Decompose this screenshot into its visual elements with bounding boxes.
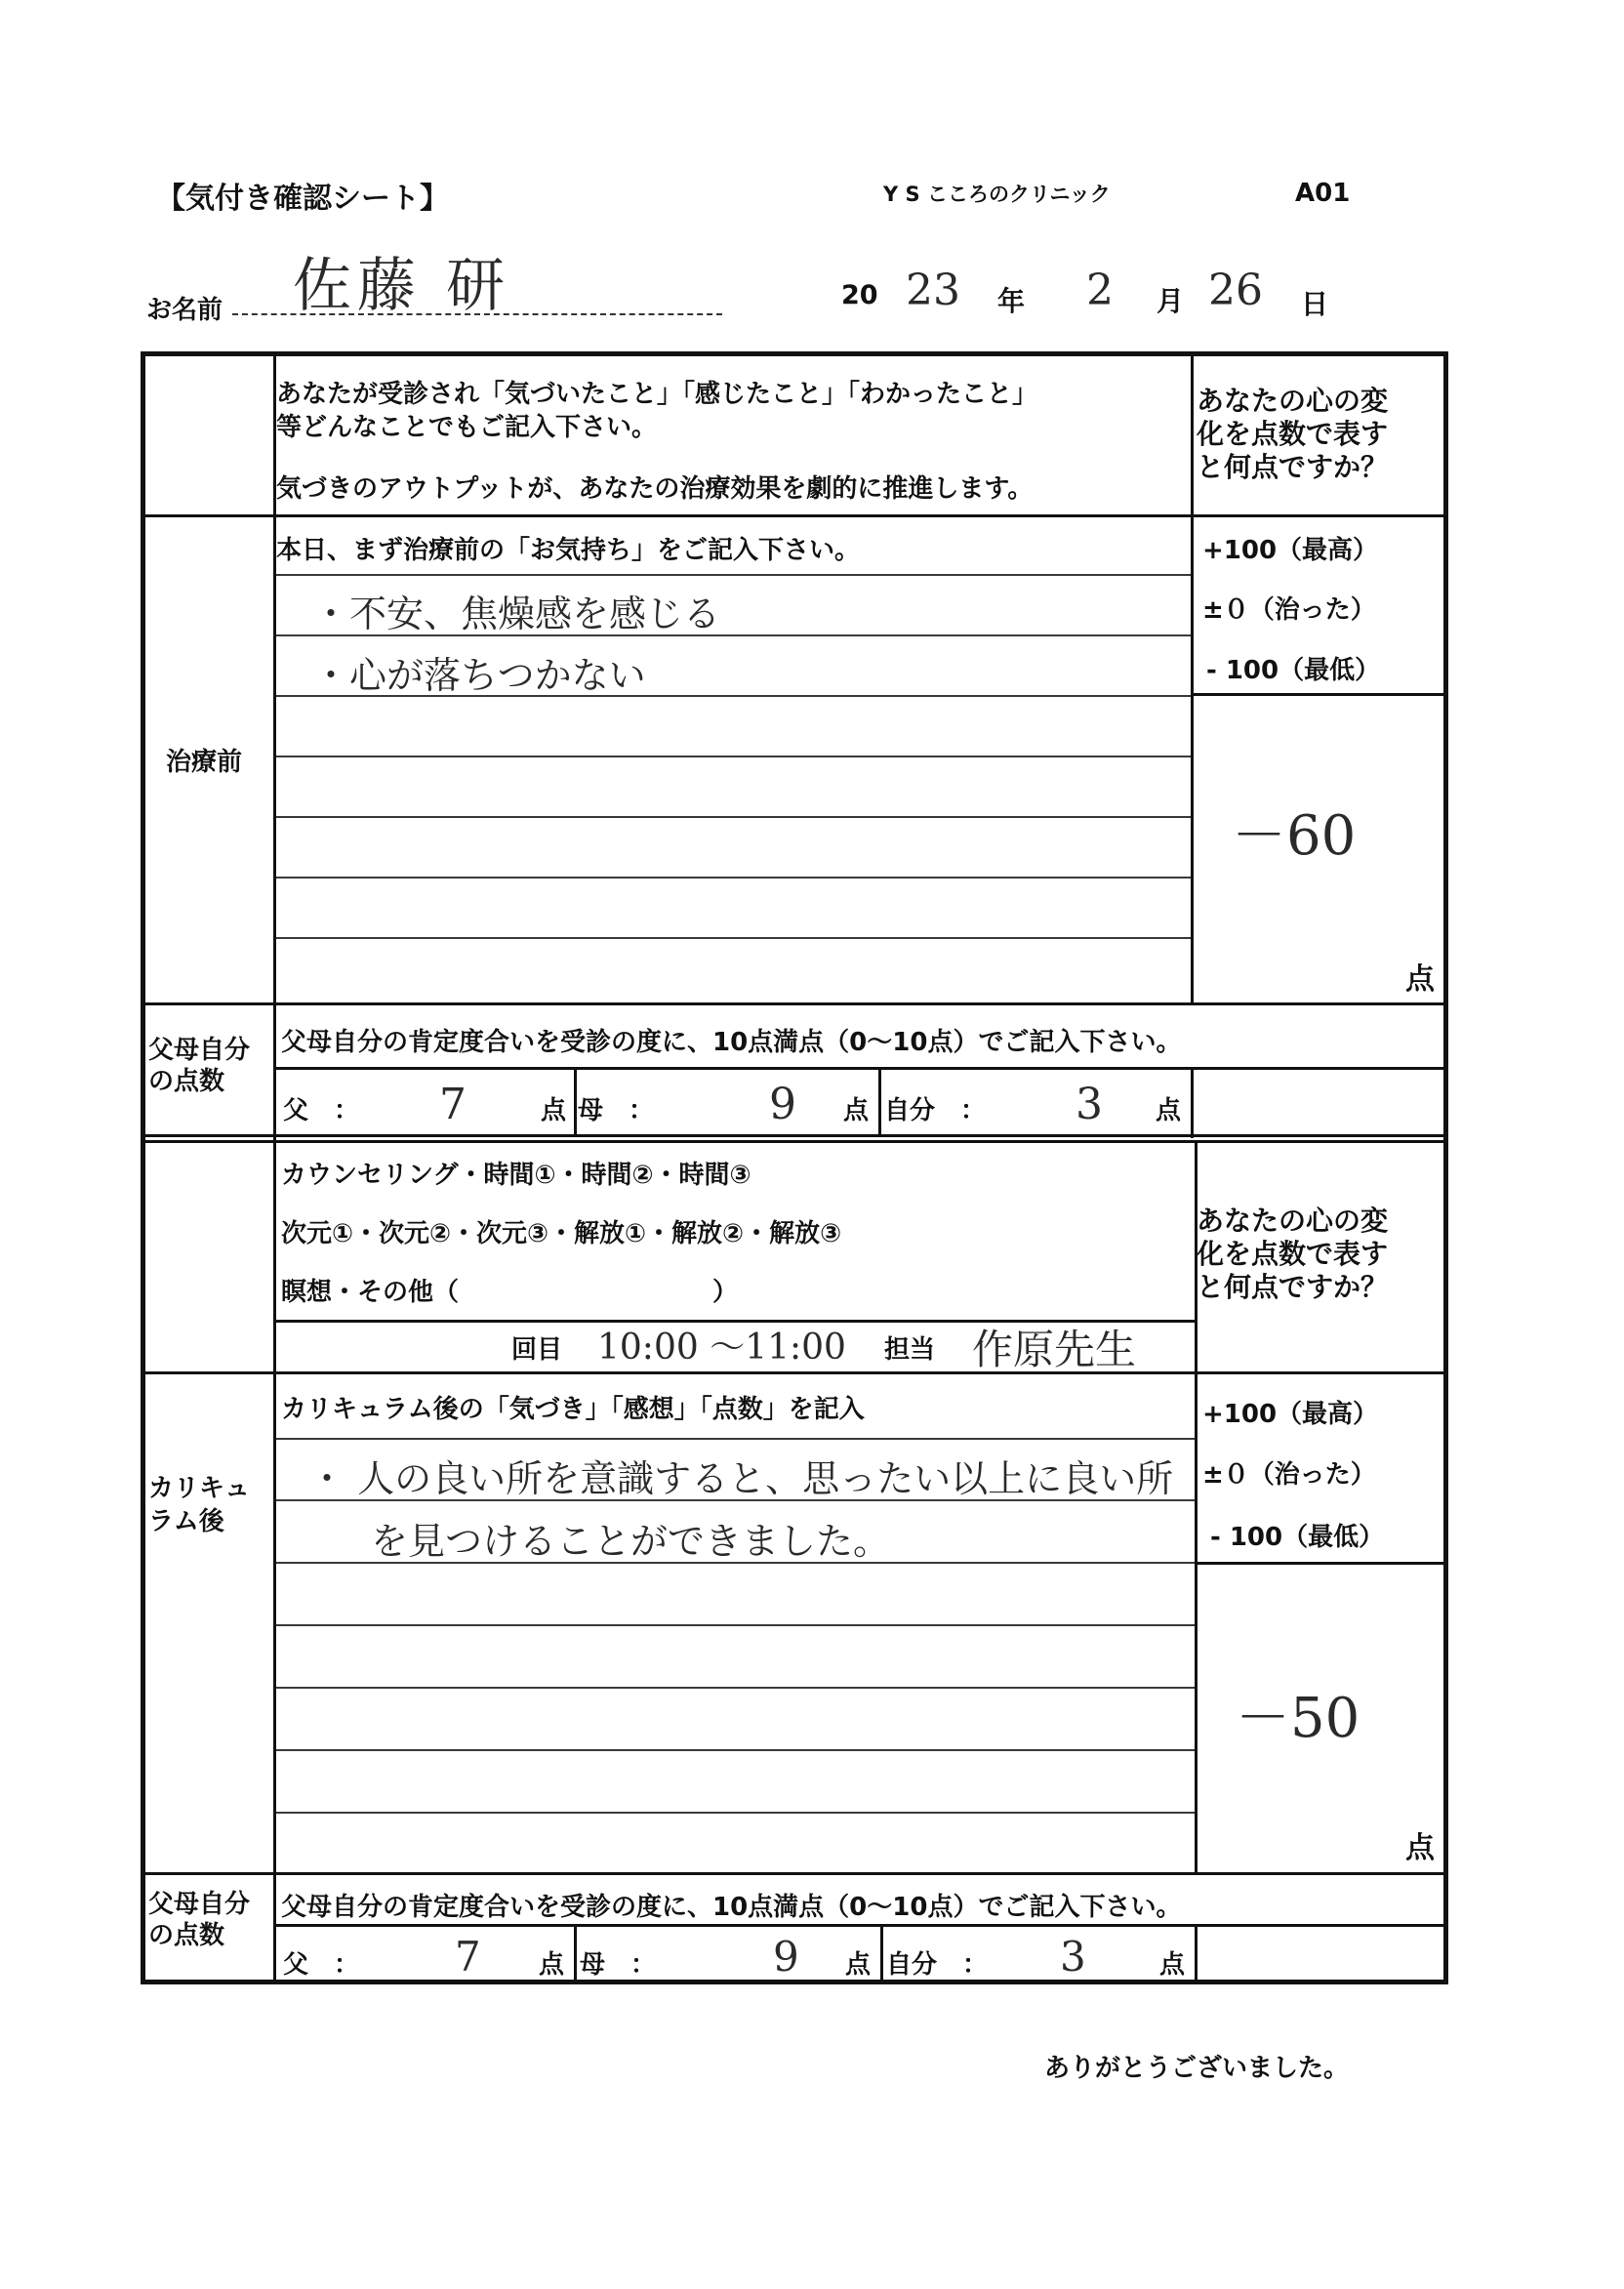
- after-score-unit: 点: [1405, 1831, 1435, 1865]
- parents2-mother-label: 母 ：: [580, 1950, 657, 1980]
- after-written-line-2[interactable]: を見つけることができました。: [371, 1520, 891, 1563]
- after-instruction: カリキュラム後の「気づき」「感想」「点数」を記入: [281, 1395, 865, 1424]
- parents1-divider-b: [878, 1069, 881, 1137]
- score-question-line: 化を点数で表す: [1197, 1238, 1389, 1270]
- writing-line: [276, 1812, 1195, 1814]
- before-scale-zero: ±０（治った）: [1202, 595, 1376, 625]
- intro-line-2: 等どんなことでもご記入下さい。: [276, 413, 658, 442]
- session-time[interactable]: 10:00 ～11:00: [597, 1328, 846, 1368]
- score-column-divider-4: [1195, 1926, 1198, 1982]
- parents-label-line: の点数: [148, 1067, 225, 1096]
- writing-line: [276, 1749, 1195, 1751]
- counseling-line-1: カウンセリング・時間①・時間②・時間③: [281, 1161, 751, 1190]
- parents2-label: [148, 1889, 250, 1951]
- year-value[interactable]: 23: [906, 266, 960, 315]
- table-right-border: [1443, 351, 1448, 1984]
- parents2-divider-b: [880, 1926, 883, 1982]
- month-value[interactable]: 2: [1086, 266, 1114, 315]
- after-scale-zero: ±０（治った）: [1202, 1460, 1376, 1490]
- staff-label: 担当: [884, 1335, 936, 1365]
- name-value[interactable]: 佐藤 研: [293, 252, 511, 320]
- after-scale-min: - 100（最低）: [1210, 1523, 1385, 1552]
- after-label-line: ラム後: [148, 1507, 224, 1536]
- rule-score-scale-1: [1191, 693, 1448, 696]
- before-instruction: 本日、まず治療前の「お気持ち」をご記入下さい。: [276, 536, 861, 565]
- parents1-mother-value[interactable]: 9: [769, 1080, 796, 1129]
- year-label: 年: [997, 285, 1026, 317]
- intro-line-3: 気づきのアウトプットが、あなたの治療効果を劇的に推進します。: [276, 474, 1034, 504]
- before-section-label: 治療前: [166, 748, 243, 777]
- parents2-father-value[interactable]: 7: [455, 1933, 481, 1981]
- parents1-father-unit: 点: [541, 1096, 567, 1125]
- rule-after-end: [141, 1872, 1448, 1875]
- counseling-score-question: [1197, 1205, 1388, 1304]
- before-written-line-2[interactable]: ・心が落ちつかない: [312, 654, 646, 697]
- after-score-value[interactable]: －50: [1236, 1687, 1360, 1750]
- before-score-unit: 点: [1405, 962, 1435, 997]
- parents1-instruction: 父母自分の肯定度合いを受診の度に、10点満点（0～10点）でご記入下さい。: [281, 1028, 1182, 1057]
- writing-line: [276, 1624, 1195, 1626]
- counseling-line-2: 次元①・次元②・次元③・解放①・解放②・解放③: [281, 1219, 842, 1248]
- writing-line: [276, 816, 1191, 818]
- before-score-value[interactable]: －60: [1232, 804, 1357, 868]
- writing-line: [276, 1687, 1195, 1689]
- thanks-message: ありがとうございました。: [1044, 2054, 1350, 2083]
- intro-score-question: [1197, 385, 1388, 484]
- parents2-father-label: 父 ：: [283, 1950, 360, 1980]
- before-scale-min: - 100（最低）: [1206, 656, 1381, 685]
- rule-parents1-mid: [273, 1067, 1448, 1070]
- parents2-mother-value[interactable]: 9: [773, 1933, 799, 1981]
- table-left-border: [141, 351, 145, 1984]
- parents1-father-label: 父 ：: [283, 1096, 360, 1125]
- day-label: 日: [1301, 288, 1329, 320]
- before-scale-max: +100（最高）: [1202, 536, 1379, 565]
- staff-value[interactable]: 作原先生: [972, 1326, 1137, 1373]
- parents2-divider-a: [574, 1926, 577, 1982]
- date-prefix: 20: [841, 280, 878, 310]
- clinic-name: Y S こころのクリニック: [883, 183, 1111, 206]
- parents2-instruction: 父母自分の肯定度合いを受診の度に、10点満点（0～10点）でご記入下さい。: [281, 1893, 1182, 1922]
- parents2-father-unit: 点: [539, 1950, 565, 1980]
- day-value[interactable]: 26: [1208, 266, 1263, 315]
- after-label-line: カリキュ: [148, 1474, 251, 1503]
- writing-line: [276, 1438, 1195, 1440]
- parents1-self-unit: 点: [1156, 1096, 1182, 1125]
- parents1-label: [148, 1035, 250, 1097]
- score-question-line: と何点ですか？: [1197, 1271, 1389, 1303]
- name-underline: [232, 313, 722, 315]
- after-scale-max: +100（最高）: [1202, 1400, 1379, 1429]
- parents2-self-value[interactable]: 3: [1060, 1933, 1086, 1981]
- intro-line-1: あなたが受診され「気づいたこと」「感じたこと」「わかったこと」: [276, 380, 1038, 409]
- score-question-line: あなたの心の変: [1197, 1205, 1389, 1237]
- parents1-father-value[interactable]: 7: [439, 1080, 467, 1129]
- rule-parents2-mid: [273, 1924, 1448, 1927]
- parents-label-line: の点数: [148, 1921, 225, 1950]
- score-question-line: あなたの心の変: [1197, 385, 1389, 417]
- sheet-code: A01: [1295, 179, 1351, 208]
- score-column-divider-2: [1191, 1069, 1194, 1138]
- score-question-line: と何点ですか？: [1197, 451, 1389, 483]
- before-written-line-1[interactable]: ・不安、焦燥感を感じる: [312, 593, 721, 635]
- session-label: 回目: [511, 1335, 563, 1365]
- writing-line: [276, 877, 1191, 879]
- sheet-title: 【気付き確認シート】: [156, 182, 449, 216]
- rule-after-start: [141, 1371, 1448, 1374]
- after-section-label: [148, 1472, 250, 1538]
- rule-before-end: [141, 1002, 1448, 1005]
- month-label: 月: [1157, 285, 1185, 317]
- parents1-self-value[interactable]: 3: [1076, 1080, 1103, 1129]
- writing-line: [276, 756, 1191, 757]
- parents-label-line: 父母自分: [148, 1890, 251, 1919]
- rule-parents1-end-a: [141, 1134, 1448, 1137]
- writing-line: [276, 937, 1191, 939]
- label-column-divider: [273, 351, 276, 1984]
- parents-label-line: 父母自分: [148, 1036, 251, 1065]
- table-top-border: [141, 351, 1448, 356]
- rule-after-intro: [141, 514, 1448, 517]
- score-question-line: 化を点数で表す: [1197, 418, 1389, 450]
- parents2-self-label: 自分 ：: [886, 1950, 989, 1980]
- parents1-mother-unit: 点: [843, 1096, 870, 1125]
- parents1-mother-label: 母 ：: [578, 1096, 655, 1125]
- parents1-divider-a: [574, 1069, 577, 1137]
- writing-line: [276, 574, 1191, 576]
- rule-parents1-end-b: [141, 1140, 1448, 1143]
- rule-score-scale-2: [1195, 1562, 1448, 1565]
- name-label: お名前: [146, 296, 223, 325]
- parents2-mother-unit: 点: [845, 1950, 872, 1980]
- after-written-line-1[interactable]: ・ 人の良い所を意識すると、思ったい以上に良い所: [308, 1457, 1174, 1500]
- parents1-self-label: 自分 ：: [884, 1096, 987, 1125]
- counseling-line-3: 瞑想・その他（ ）: [281, 1278, 739, 1307]
- parents2-self-unit: 点: [1159, 1950, 1186, 1980]
- score-column-divider-1: [1191, 351, 1194, 1002]
